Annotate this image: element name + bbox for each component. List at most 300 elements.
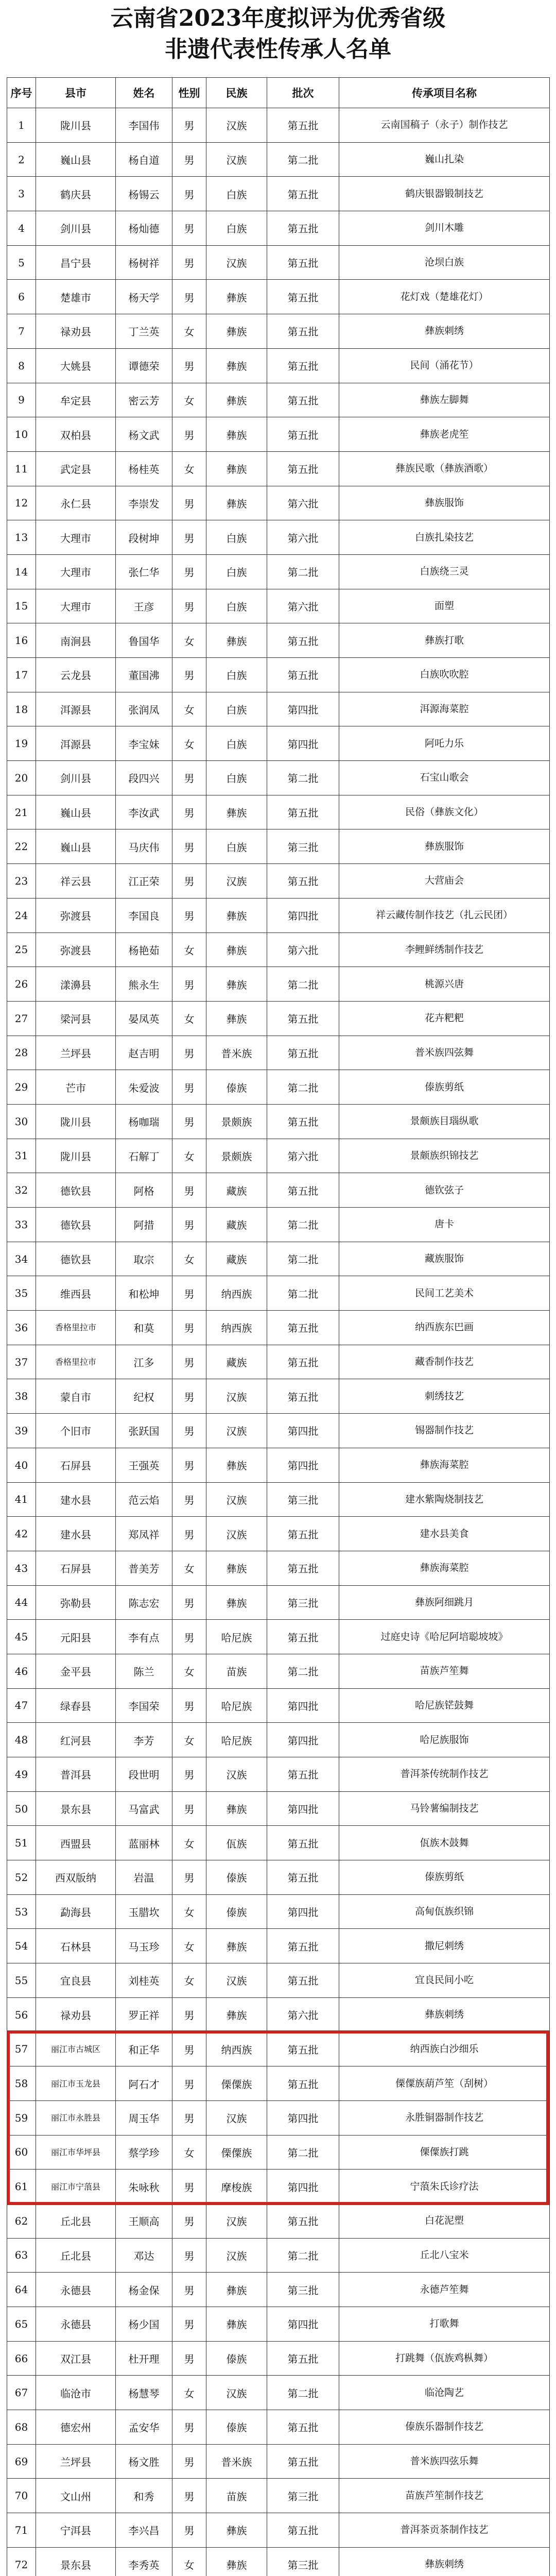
cell-batch: 第二批 [267, 761, 339, 795]
cell-project: 高甸佤族织锦 [339, 1894, 550, 1929]
cell-county: 兰坪县 [36, 1036, 116, 1070]
cell-index: 36 [7, 1311, 36, 1345]
table-row [7, 1963, 550, 1998]
cell-index: 35 [7, 1276, 36, 1311]
cell-index: 38 [7, 1379, 36, 1414]
table-row [7, 2204, 550, 2238]
cell-batch: 第五批 [267, 314, 339, 349]
cell-county: 双江县 [36, 2341, 116, 2376]
cell-index: 49 [7, 1757, 36, 1792]
cell-index: 12 [7, 486, 36, 520]
cell-county: 巍山县 [36, 142, 116, 177]
table-row [7, 2410, 550, 2445]
cell-project: 剑川木雕 [339, 211, 550, 246]
cell-ethnicity: 彝族 [206, 417, 267, 452]
table-row [7, 1860, 550, 1895]
cell-index: 13 [7, 520, 36, 555]
cell-ethnicity: 汉族 [206, 1482, 267, 1517]
cell-index: 41 [7, 1482, 36, 1517]
cell-project: 傣族剪纸 [339, 1070, 550, 1105]
cell-project: 藏香制作技艺 [339, 1345, 550, 1379]
cell-batch: 第五批 [267, 2444, 339, 2479]
cell-project: 云南国稿子（永子）制作技艺 [339, 108, 550, 143]
cell-batch: 第五批 [267, 1036, 339, 1070]
cell-project: 李鲤鲜绣制作技艺 [339, 933, 550, 967]
table-row [7, 1620, 550, 1654]
cell-batch: 第四批 [267, 1894, 339, 1929]
cell-gender: 男 [172, 2170, 206, 2204]
cell-index: 60 [7, 2135, 36, 2170]
cell-batch: 第四批 [267, 1414, 339, 1448]
table-row [7, 486, 550, 520]
cell-project: 撒尼刺绣 [339, 1929, 550, 1963]
cell-ethnicity: 傈僳族 [206, 2066, 267, 2101]
cell-gender: 男 [172, 348, 206, 383]
cell-index: 18 [7, 692, 36, 726]
cell-ethnicity: 彝族 [206, 1997, 267, 2032]
cell-ethnicity: 景颇族 [206, 1104, 267, 1139]
cell-ethnicity: 汉族 [206, 1963, 267, 1998]
cell-project: 景颇族织锦技艺 [339, 1139, 550, 1173]
cell-county: 大理市 [36, 589, 116, 623]
cell-batch: 第五批 [267, 1001, 339, 1036]
cell-project: 丘北八宝米 [339, 2238, 550, 2273]
table-row [7, 177, 550, 211]
cell-ethnicity: 傣族 [206, 1894, 267, 1929]
cell-ethnicity: 彝族 [206, 2273, 267, 2307]
cell-ethnicity: 摩梭族 [206, 2170, 267, 2204]
cell-batch: 第二批 [267, 2135, 339, 2170]
cell-county: 祥云县 [36, 864, 116, 899]
cell-name: 杨艳茹 [116, 933, 172, 967]
table-row [7, 1242, 550, 1276]
cell-ethnicity: 汉族 [206, 1757, 267, 1792]
cell-index: 19 [7, 726, 36, 761]
cell-project: 刺绣技艺 [339, 1379, 550, 1414]
cell-batch: 第四批 [267, 692, 339, 726]
cell-index: 34 [7, 1242, 36, 1276]
cell-project: 永胜铜器制作技艺 [339, 2100, 550, 2135]
cell-gender: 男 [172, 2513, 206, 2548]
cell-index: 55 [7, 1963, 36, 1998]
cell-batch: 第五批 [267, 1620, 339, 1654]
table-row [7, 864, 550, 899]
cell-gender: 女 [172, 2376, 206, 2410]
table-row [7, 2479, 550, 2513]
cell-name: 陈志宏 [116, 1585, 172, 1620]
cell-ethnicity: 白族 [206, 726, 267, 761]
cell-county: 永仁县 [36, 486, 116, 520]
cell-county: 普洱县 [36, 1757, 116, 1792]
cell-county: 洱源县 [36, 692, 116, 726]
table-row [7, 2547, 550, 2576]
cell-name: 范云焰 [116, 1482, 172, 1517]
cell-project: 民间工艺美术 [339, 1276, 550, 1311]
cell-name: 李秀英 [116, 2547, 172, 2576]
cell-name: 阿措 [116, 1208, 172, 1242]
cell-name: 杨文武 [116, 417, 172, 452]
cell-ethnicity: 哈尼族 [206, 1688, 267, 1723]
cell-name: 晏凤英 [116, 1001, 172, 1036]
cell-project: 宜良民间小吃 [339, 1963, 550, 1998]
cell-name: 王彦 [116, 589, 172, 623]
table-row [7, 142, 550, 177]
cell-name: 李国荣 [116, 1688, 172, 1723]
cell-name: 李崇发 [116, 486, 172, 520]
cell-project: 打跳舞（佤族鸡枞舞） [339, 2341, 550, 2376]
table-row [7, 1036, 550, 1070]
table-row [7, 1379, 550, 1414]
cell-ethnicity: 彝族 [206, 623, 267, 658]
cell-index: 43 [7, 1551, 36, 1585]
cell-project: 建水紫陶烧制技艺 [339, 1482, 550, 1517]
cell-project: 阿吒力乐 [339, 726, 550, 761]
cell-batch: 第五批 [267, 2410, 339, 2445]
cell-gender: 男 [172, 554, 206, 589]
cell-name: 和松坤 [116, 1276, 172, 1311]
cell-batch: 第二批 [267, 2376, 339, 2410]
cell-index: 23 [7, 864, 36, 899]
cell-gender: 男 [172, 417, 206, 452]
cell-county: 弥渡县 [36, 898, 116, 933]
cell-ethnicity: 汉族 [206, 864, 267, 899]
table-row [7, 1551, 550, 1585]
cell-index: 5 [7, 245, 36, 280]
cell-name: 周玉华 [116, 2100, 172, 2135]
cell-batch: 第四批 [267, 2100, 339, 2135]
cell-index: 64 [7, 2273, 36, 2307]
cell-ethnicity: 彝族 [206, 486, 267, 520]
cell-index: 30 [7, 1104, 36, 1139]
cell-project: 普洱茶贡茶制作技艺 [339, 2513, 550, 2548]
cell-project: 彝族老虎笙 [339, 417, 550, 452]
cell-gender: 男 [172, 1860, 206, 1895]
cell-gender: 女 [172, 1929, 206, 1963]
cell-index: 45 [7, 1620, 36, 1654]
cell-index: 33 [7, 1208, 36, 1242]
cell-name: 段四兴 [116, 761, 172, 795]
cell-gender: 男 [172, 211, 206, 246]
cell-index: 16 [7, 623, 36, 658]
cell-county: 建水县 [36, 1517, 116, 1551]
cell-index: 37 [7, 1345, 36, 1379]
cell-project: 桃源兴唐 [339, 967, 550, 1002]
cell-batch: 第五批 [267, 1826, 339, 1860]
cell-project: 沧坝白族 [339, 245, 550, 280]
cell-gender: 女 [172, 1001, 206, 1036]
cell-project: 临沧陶艺 [339, 2376, 550, 2410]
cell-gender: 男 [172, 2066, 206, 2101]
cell-batch: 第三批 [267, 2479, 339, 2513]
cell-index: 15 [7, 589, 36, 623]
cell-county: 石林县 [36, 1929, 116, 1963]
cell-ethnicity: 纳西族 [206, 2032, 267, 2066]
cell-batch: 第二批 [267, 1276, 339, 1311]
cell-county: 昌宁县 [36, 245, 116, 280]
cell-gender: 女 [172, 2135, 206, 2170]
cell-index: 32 [7, 1173, 36, 1208]
cell-name: 孟安华 [116, 2410, 172, 2445]
cell-index: 10 [7, 417, 36, 452]
cell-project: 大营庙会 [339, 864, 550, 899]
cell-county: 德钦县 [36, 1242, 116, 1276]
cell-batch: 第二批 [267, 1208, 339, 1242]
table-row [7, 1311, 550, 1345]
cell-batch: 第四批 [267, 2307, 339, 2342]
cell-index: 7 [7, 314, 36, 349]
cell-name: 张跃国 [116, 1414, 172, 1448]
cell-index: 46 [7, 1654, 36, 1688]
cell-county: 丽江市玉龙县 [36, 2066, 116, 2101]
cell-name: 朱咏秋 [116, 2170, 172, 2204]
cell-county: 金平县 [36, 1654, 116, 1688]
cell-name: 王强英 [116, 1448, 172, 1482]
cell-batch: 第五批 [267, 1345, 339, 1379]
cell-project: 白族吹吹腔 [339, 658, 550, 692]
cell-batch: 第五批 [267, 1757, 339, 1792]
cell-gender: 男 [172, 898, 206, 933]
cell-ethnicity: 傣族 [206, 1860, 267, 1895]
cell-name: 纪权 [116, 1379, 172, 1414]
cell-batch: 第五批 [267, 2032, 339, 2066]
cell-batch: 第二批 [267, 967, 339, 1002]
cell-batch: 第五批 [267, 417, 339, 452]
table-row [7, 383, 550, 417]
table-row [7, 2032, 550, 2066]
cell-gender: 男 [172, 2032, 206, 2066]
cell-index: 56 [7, 1997, 36, 2032]
cell-ethnicity: 普米族 [206, 1036, 267, 1070]
cell-county: 兰坪县 [36, 2444, 116, 2479]
cell-index: 11 [7, 451, 36, 486]
header-index: 序号 [7, 78, 36, 108]
cell-gender: 男 [172, 280, 206, 314]
cell-gender: 男 [172, 1482, 206, 1517]
cell-county: 弥勒县 [36, 1585, 116, 1620]
cell-gender: 男 [172, 1311, 206, 1345]
cell-name: 马富武 [116, 1791, 172, 1826]
cell-ethnicity: 汉族 [206, 2376, 267, 2410]
table-row [7, 211, 550, 246]
cell-gender: 男 [172, 1414, 206, 1448]
cell-batch: 第四批 [267, 898, 339, 933]
table-row [7, 1791, 550, 1826]
page-title-line1: 云南省2023年度拟评为优秀省级 [110, 5, 446, 31]
table-row [7, 280, 550, 314]
cell-county: 楚雄市 [36, 280, 116, 314]
cell-ethnicity: 白族 [206, 177, 267, 211]
cell-project: 面塑 [339, 589, 550, 623]
cell-ethnicity: 白族 [206, 692, 267, 726]
cell-ethnicity: 傈僳族 [206, 2135, 267, 2170]
cell-county: 永德县 [36, 2307, 116, 2342]
cell-project: 彝族左脚舞 [339, 383, 550, 417]
cell-index: 66 [7, 2341, 36, 2376]
cell-ethnicity: 汉族 [206, 142, 267, 177]
header-project: 传承项目名称 [339, 78, 550, 108]
cell-project: 花灯戏（楚雄花灯） [339, 280, 550, 314]
cell-name: 杨咖瑞 [116, 1104, 172, 1139]
cell-index: 2 [7, 142, 36, 177]
cell-name: 李有点 [116, 1620, 172, 1654]
table-row [7, 2170, 550, 2204]
cell-project: 纳西族白沙细乐 [339, 2032, 550, 2066]
cell-gender: 女 [172, 451, 206, 486]
cell-batch: 第五批 [267, 245, 339, 280]
cell-county: 景东县 [36, 1791, 116, 1826]
cell-ethnicity: 彝族 [206, 383, 267, 417]
cell-batch: 第三批 [267, 1482, 339, 1517]
cell-ethnicity: 哈尼族 [206, 1723, 267, 1757]
cell-batch: 第四批 [267, 1723, 339, 1757]
cell-ethnicity: 彝族 [206, 1929, 267, 1963]
cell-ethnicity: 汉族 [206, 2204, 267, 2238]
cell-project: 永德芦笙舞 [339, 2273, 550, 2307]
cell-ethnicity: 彝族 [206, 2513, 267, 2548]
cell-ethnicity: 藏族 [206, 1173, 267, 1208]
cell-county: 临沧市 [36, 2376, 116, 2410]
cell-county: 石屏县 [36, 1448, 116, 1482]
cell-name: 杜开理 [116, 2341, 172, 2376]
cell-index: 68 [7, 2410, 36, 2445]
cell-county: 双柏县 [36, 417, 116, 452]
table-row [7, 554, 550, 589]
cell-county: 梁河县 [36, 1001, 116, 1036]
cell-county: 陇川县 [36, 1139, 116, 1173]
cell-gender: 男 [172, 1379, 206, 1414]
cell-gender: 男 [172, 1276, 206, 1311]
cell-batch: 第二批 [267, 142, 339, 177]
cell-ethnicity: 哈尼族 [206, 1620, 267, 1654]
cell-project: 民间（涌花节） [339, 348, 550, 383]
cell-index: 69 [7, 2444, 36, 2479]
table-row [7, 2066, 550, 2101]
cell-ethnicity: 纳西族 [206, 1311, 267, 1345]
cell-county: 维西县 [36, 1276, 116, 1311]
cell-county: 德钦县 [36, 1173, 116, 1208]
cell-county: 大理市 [36, 554, 116, 589]
cell-ethnicity: 彝族 [206, 1001, 267, 1036]
cell-county: 丘北县 [36, 2204, 116, 2238]
cell-index: 71 [7, 2513, 36, 2548]
cell-batch: 第五批 [267, 1551, 339, 1585]
cell-county: 丽江市华坪县 [36, 2135, 116, 2170]
cell-county: 元阳县 [36, 1620, 116, 1654]
table-row [7, 658, 550, 692]
table-row [7, 245, 550, 280]
cell-ethnicity: 彝族 [206, 451, 267, 486]
table-row [7, 417, 550, 452]
cell-project: 巍山扎染 [339, 142, 550, 177]
cell-project: 傣族乐器制作技艺 [339, 2410, 550, 2445]
table-header-row [7, 78, 550, 108]
cell-county: 香格里拉市 [36, 1345, 116, 1379]
cell-ethnicity: 傣族 [206, 2341, 267, 2376]
cell-batch: 第三批 [267, 2547, 339, 2576]
cell-project: 苗族芦笙舞 [339, 1654, 550, 1688]
cell-name: 蓝丽林 [116, 1826, 172, 1860]
cell-index: 39 [7, 1414, 36, 1448]
cell-gender: 男 [172, 1104, 206, 1139]
cell-project: 哈尼族服饰 [339, 1723, 550, 1757]
cell-gender: 女 [172, 692, 206, 726]
cell-name: 石解丁 [116, 1139, 172, 1173]
cell-batch: 第五批 [267, 2066, 339, 2101]
cell-project: 彝族阿细跳月 [339, 1585, 550, 1620]
cell-batch: 第五批 [267, 1860, 339, 1895]
cell-gender: 男 [172, 2341, 206, 2376]
cell-ethnicity: 普米族 [206, 2444, 267, 2479]
cell-ethnicity: 汉族 [206, 1414, 267, 1448]
cell-ethnicity: 白族 [206, 520, 267, 555]
cell-name: 赵吉明 [116, 1036, 172, 1070]
cell-county: 石屏县 [36, 1551, 116, 1585]
cell-name: 丁兰英 [116, 314, 172, 349]
cell-gender: 女 [172, 933, 206, 967]
cell-project: 花卉粑粑 [339, 1001, 550, 1036]
cell-index: 1 [7, 108, 36, 143]
cell-ethnicity: 景颇族 [206, 1139, 267, 1173]
cell-ethnicity: 彝族 [206, 280, 267, 314]
table-row [7, 692, 550, 726]
cell-county: 西双版纳 [36, 1860, 116, 1895]
cell-ethnicity: 彝族 [206, 2307, 267, 2342]
cell-batch: 第五批 [267, 1173, 339, 1208]
cell-name: 杨文胜 [116, 2444, 172, 2479]
table-row [7, 589, 550, 623]
cell-index: 31 [7, 1139, 36, 1173]
cell-county: 巍山县 [36, 829, 116, 864]
cell-gender: 男 [172, 2410, 206, 2445]
table-row [7, 314, 550, 349]
table-row [7, 2100, 550, 2135]
cell-batch: 第三批 [267, 1585, 339, 1620]
cell-county: 云龙县 [36, 658, 116, 692]
cell-project: 马铃薯编制技艺 [339, 1791, 550, 1826]
cell-name: 取宗 [116, 1242, 172, 1276]
cell-name: 刘桂英 [116, 1963, 172, 1998]
cell-gender: 男 [172, 1757, 206, 1792]
cell-gender: 男 [172, 142, 206, 177]
cell-ethnicity: 彝族 [206, 795, 267, 829]
cell-county: 大理市 [36, 520, 116, 555]
cell-index: 27 [7, 1001, 36, 1036]
cell-batch: 第五批 [267, 383, 339, 417]
cell-county: 弥渡县 [36, 933, 116, 967]
cell-ethnicity: 彝族 [206, 2547, 267, 2576]
cell-index: 54 [7, 1929, 36, 1963]
cell-county: 禄劝县 [36, 314, 116, 349]
cell-project: 彝族民歌（彝族酒歌） [339, 451, 550, 486]
header-county: 县市 [36, 78, 116, 108]
cell-project: 鹤庆银器锻制技艺 [339, 177, 550, 211]
cell-project: 民俗（彝族文化） [339, 795, 550, 829]
cell-gender: 男 [172, 1791, 206, 1826]
cell-batch: 第五批 [267, 2513, 339, 2548]
cell-county: 牟定县 [36, 383, 116, 417]
table-row [7, 898, 550, 933]
cell-name: 熊永生 [116, 967, 172, 1002]
cell-county: 巍山县 [36, 795, 116, 829]
cell-index: 47 [7, 1688, 36, 1723]
cell-index: 62 [7, 2204, 36, 2238]
cell-gender: 男 [172, 2204, 206, 2238]
cell-index: 65 [7, 2307, 36, 2342]
cell-gender: 女 [172, 1242, 206, 1276]
cell-county: 丽江市永胜县 [36, 2100, 116, 2135]
cell-ethnicity: 汉族 [206, 1379, 267, 1414]
cell-project: 藏族服饰 [339, 1242, 550, 1276]
